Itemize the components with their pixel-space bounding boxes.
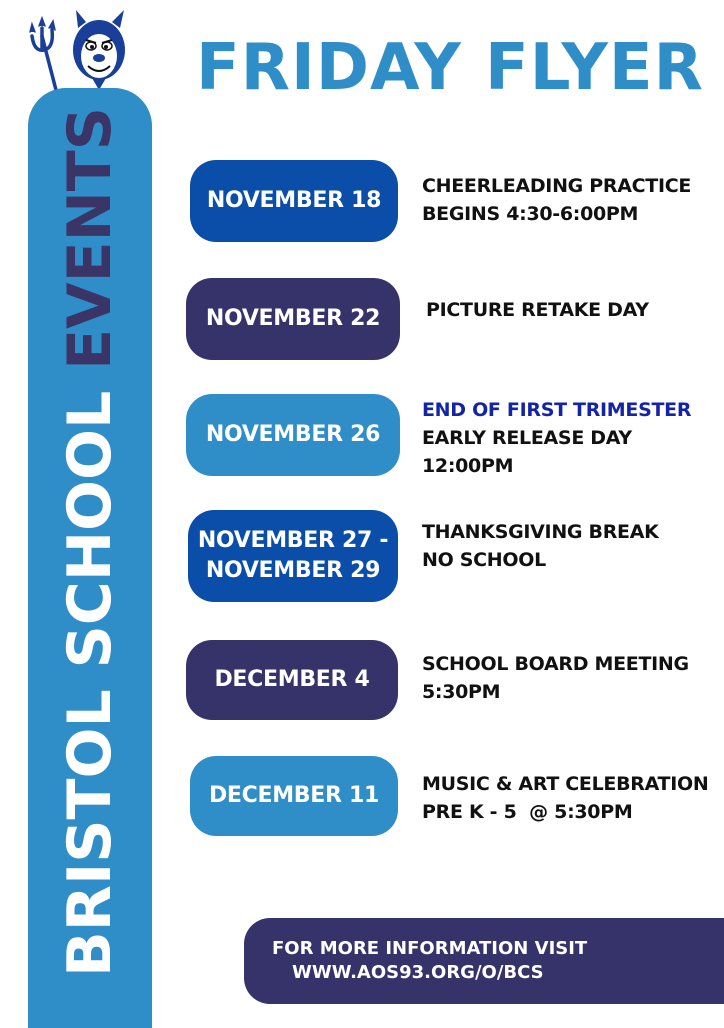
page-title: FRIDAY FLYER [196,31,704,105]
event-line: PICTURE RETAKE DAY [426,299,649,321]
event-description [422,396,691,480]
side-title-school: BRISTOL SCHOOL [55,390,125,977]
event-date: NOVEMBER 18 [206,188,382,214]
event-date: NOVEMBER 22 [205,306,381,332]
event-date-badge [190,160,398,242]
event-date: DECEMBER 4 [214,667,370,693]
event-description [422,172,691,228]
trident-icon [30,18,56,90]
event-date-badge [186,640,398,720]
event-description [422,650,689,706]
footer-banner [244,918,724,1004]
devil-head [73,10,125,90]
event-date: DECEMBER 11 [208,783,380,809]
event-description [422,770,708,826]
event-date-badge [190,756,398,836]
event-line: MUSIC & ART CELEBRATION [422,773,709,795]
event-line: 12:00PM [422,455,514,477]
event-line: SCHOOL BOARD MEETING [422,653,689,675]
event-line: BEGINS 4:30-6:00PM [422,203,639,225]
event-date-line: NOVEMBER 27 - [197,528,389,554]
event-date-badge [188,510,398,602]
event-description [426,296,649,324]
footer-website-link[interactable]: WWW.AOS93.ORG/O/BCS [292,962,544,983]
event-date-badge [186,278,400,360]
event-line: CHEERLEADING PRACTICE [422,175,692,197]
event-accent-line: END OF FIRST TRIMESTER [422,399,692,421]
event-line: EARLY RELEASE DAY [422,427,632,449]
blue-devil-mascot-icon [26,6,130,92]
event-date: NOVEMBER 26 [205,422,381,448]
event-description [422,518,659,574]
event-line: PRE K - 5 @ 5:30PM [422,801,633,823]
footer-info-label: FOR MORE INFORMATION VISIT [272,938,588,959]
event-line: THANKSGIVING BREAK [422,521,659,543]
event-line: NO SCHOOL [422,549,546,571]
side-title-events: EVENTS [55,107,125,370]
event-line: 5:30PM [422,681,501,703]
event-date-line: NOVEMBER 29 [205,558,381,583]
side-banner-title [55,107,125,977]
event-date-badge [186,394,400,476]
